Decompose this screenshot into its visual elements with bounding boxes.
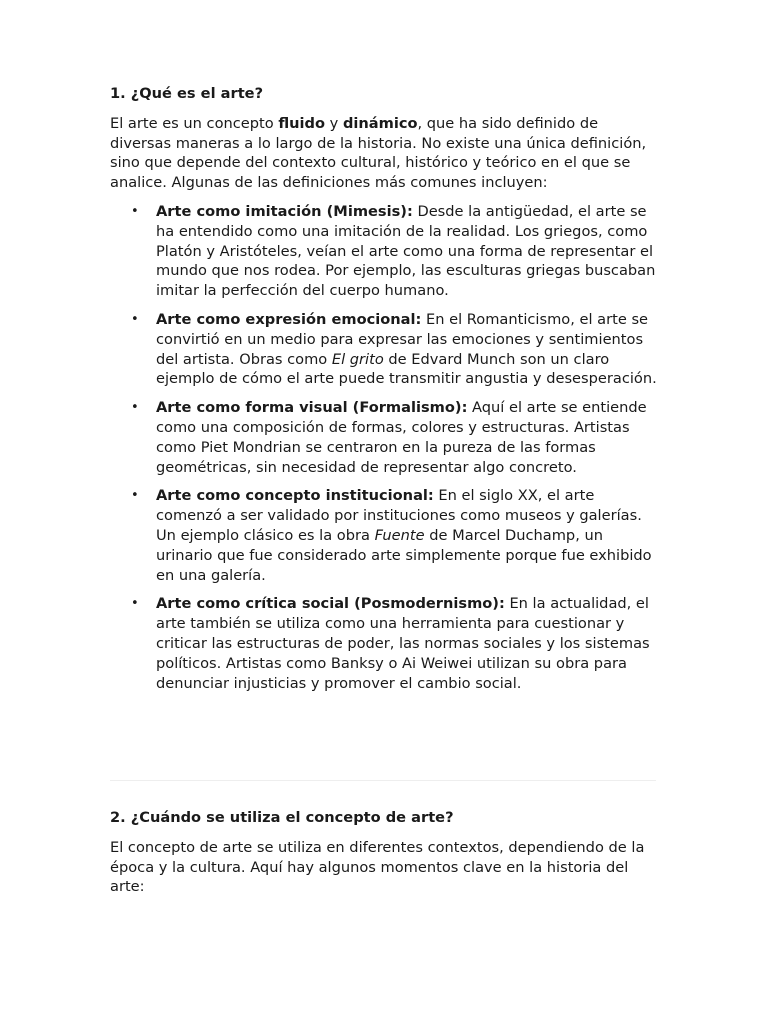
item-lead: Arte como concepto institucional: <box>156 487 434 505</box>
section-1-intro: El arte es un concepto fluido y dinámico, que ha sido definido de diversas maneras a lo largo de la historia. No existe una única definición, sino que depende del contexto cultural, histórico y teórico en el que se analice. Algunas de las definiciones más comunes incluyen: <box>110 114 647 192</box>
list-item <box>110 398 662 477</box>
item-lead: Arte como forma visual (Formalismo): <box>156 399 468 417</box>
artwork-title: El grito <box>331 350 384 368</box>
item-lead: Arte como imitación (Mimesis): <box>156 202 413 220</box>
item-text: En el siglo XX, el arte comenzó a ser validado por instituciones como museos y galerías. Un ejemplo clásico es la obra <box>156 487 642 544</box>
item-text: En el Romanticismo, el arte se convirtió en un medio para expresar las emociones y sentimientos del artista. Obras como <box>156 310 649 368</box>
list-item <box>110 594 662 693</box>
section-2 <box>110 808 662 897</box>
artwork-title: Fuente <box>374 526 425 544</box>
section-2-heading: 2. ¿Cuándo se utiliza el concepto de arte? <box>110 809 454 826</box>
intro-bold-fluido: fluido <box>278 114 326 132</box>
intro-bold-dinamico: dinámico <box>342 114 418 132</box>
section-1 <box>110 84 662 702</box>
item-lead: Arte como expresión emocional: <box>156 310 422 328</box>
bullet-icon: • <box>131 596 139 612</box>
bullet-icon: • <box>131 311 139 327</box>
bullet-icon: • <box>131 203 139 219</box>
item-text: de Edvard Munch son un claro ejemplo de cómo el arte puede transmitir angustia y desesperación. <box>156 350 657 388</box>
list-item <box>110 310 662 389</box>
item-text: Desde la antigüedad, el arte se ha entendido como una imitación de la realidad. Los griegos, como Platón y Aristóteles, veían el arte como una forma de representar el mundo que nos rodea. Por ejemplo, las esculturas griegas buscaban imitar la perfección del cuerpo humano. <box>156 202 656 300</box>
list-item <box>110 486 662 585</box>
bullet-icon: • <box>131 400 139 416</box>
item-lead: Arte como crítica social (Posmodernismo): <box>156 595 505 613</box>
section-2-intro: El concepto de arte se utiliza en diferentes contextos, dependiendo de la época y la cultura. Aquí hay algunos momentos clave en la historia del arte: <box>110 838 645 896</box>
item-text: En la actualidad, el arte también se utiliza como una herramienta para cuestionar y criticar las estructuras de poder, las normas sociales y los sistemas políticos. Artistas como Banksy o Ai Weiwei utilizan su obra para denunciar injusticias y promover el cambio social. <box>156 595 650 692</box>
section-1-heading: 1. ¿Qué es el arte? <box>110 85 264 102</box>
definitions-list <box>110 202 662 693</box>
section-divider <box>110 780 656 781</box>
item-text: Aquí el arte se entiende como una composición de formas, colores y estructuras. Artistas como Piet Mondrian se centraron en la pureza de las formas geométricas, sin necesidad de representar algo concreto. <box>156 399 647 476</box>
bullet-icon: • <box>131 488 139 504</box>
list-item <box>110 202 662 301</box>
item-text: de Marcel Duchamp, un urinario que fue considerado arte simplemente porque fue exhibido en una galería. <box>156 526 652 584</box>
